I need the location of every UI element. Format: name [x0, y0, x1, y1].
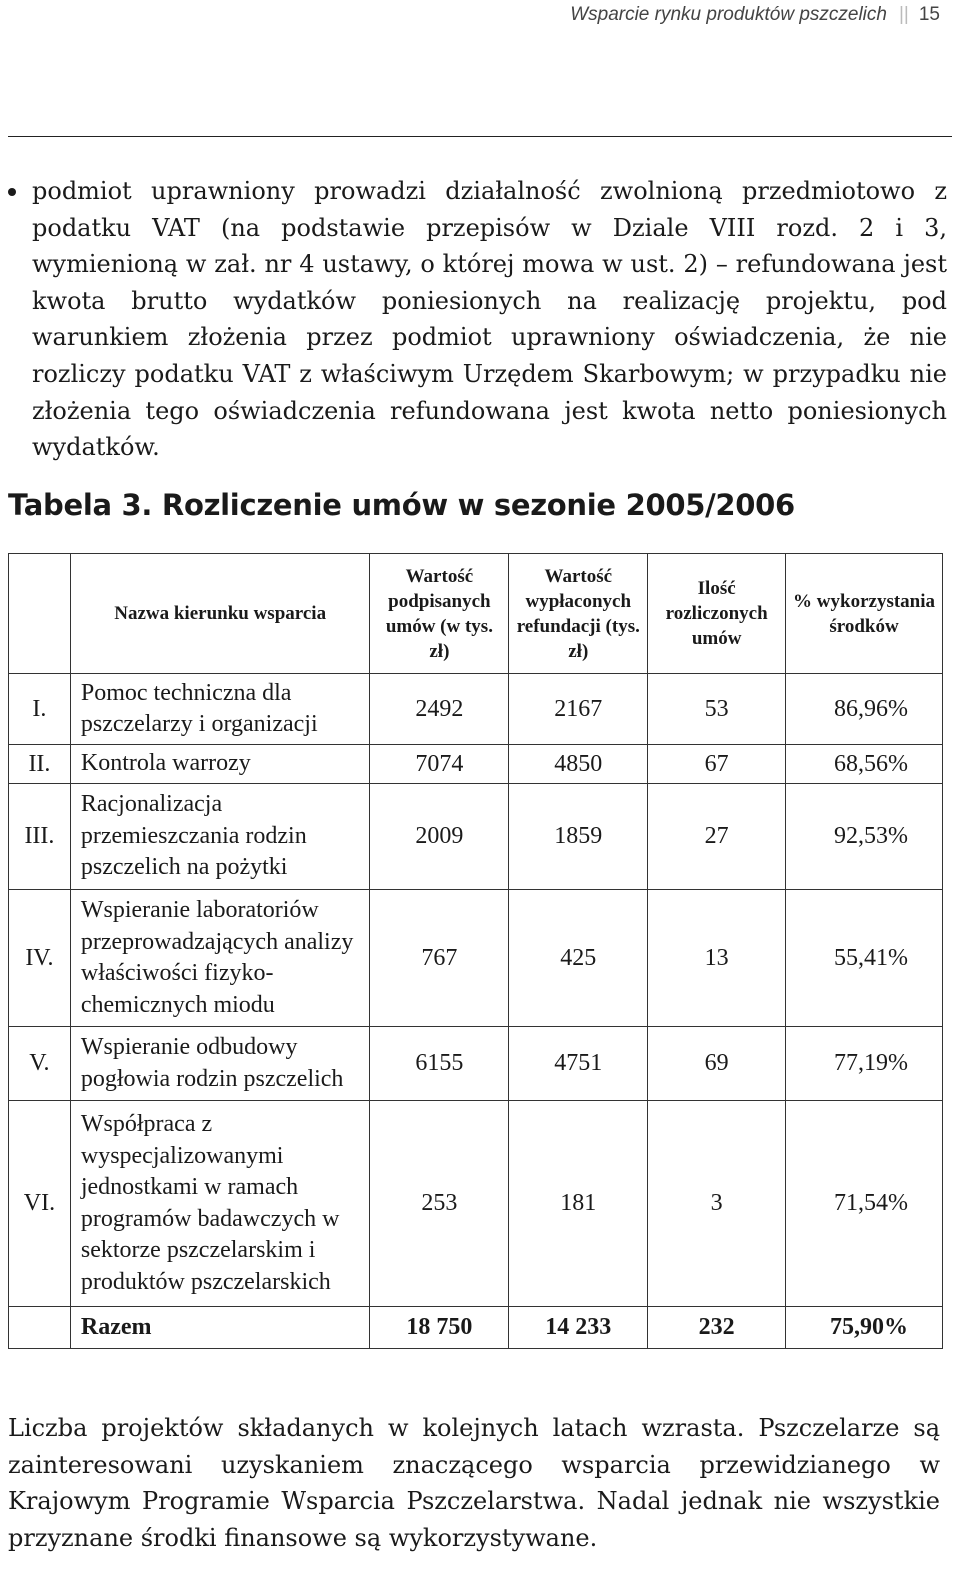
table-row: [9, 674, 943, 745]
row-lp: IV.: [9, 890, 71, 1027]
total-count: 232: [648, 1307, 786, 1349]
row-paid: 2167: [509, 674, 648, 745]
row-usage: 68,56%: [786, 745, 943, 784]
row-signed: 2009: [370, 784, 509, 890]
row-lp: I.: [9, 674, 71, 745]
header-count: Ilość rozliczonych umów: [648, 554, 786, 674]
row-usage: 55,41%: [786, 890, 943, 1027]
row-paid: 1859: [509, 784, 648, 890]
header-rule: [8, 136, 952, 137]
row-signed: 6155: [370, 1027, 509, 1101]
total-name: Razem: [70, 1307, 370, 1349]
row-usage: 77,19%: [786, 1027, 943, 1101]
header-paid: Wartość wypłaconych refundacji (tys. zł): [509, 554, 648, 674]
total-lp: [9, 1307, 71, 1349]
running-header-title: Wsparcie rynku produktów pszczelich: [570, 4, 887, 25]
row-usage: 71,54%: [786, 1101, 943, 1307]
row-signed: 2492: [370, 674, 509, 745]
bullet-point: [8, 188, 16, 196]
row-signed: 767: [370, 890, 509, 1027]
row-paid: 425: [509, 890, 648, 1027]
header-lp: [9, 554, 71, 674]
table-row: [9, 1101, 943, 1307]
row-name: Współpraca z wyspecjalizowanymi jednostkami w ramach programów badawczych w sektorze pszczelarskim i produktów pszczelarskich: [70, 1101, 370, 1307]
total-paid: 14 233: [509, 1307, 648, 1349]
row-name: Wspieranie laboratoriów przeprowadzających analizy właściwości fizyko-chemicznych miodu: [70, 890, 370, 1027]
row-count: 27: [648, 784, 786, 890]
closing-paragraph: Liczba projektów składanych w kolejnych latach wzrasta. Pszczelarze są zainteresowani uzyskaniem znaczącego wsparcia przewidzianego w Krajowym Programie Wsparcia Pszczelarstwa. Nadal jednak nie wszystkie przyznane środki finansowe są wykorzystywane.: [8, 1414, 940, 1552]
row-name: Racjonalizacja przemieszczania rodzin pszczelich na pożytki: [70, 784, 370, 890]
row-paid: 4751: [509, 1027, 648, 1101]
data-table: [8, 553, 943, 1349]
table-row: [9, 784, 943, 890]
table-caption: Tabela 3. Rozliczenie umów w sezonie 2005/2006: [8, 488, 795, 522]
row-name: Pomoc techniczna dla pszczelarzy i organizacji: [70, 674, 370, 745]
row-usage: 92,53%: [786, 784, 943, 890]
table-row: [9, 745, 943, 784]
table-header-row: [9, 554, 943, 674]
total-signed: 18 750: [370, 1307, 509, 1349]
table-row: [9, 1027, 943, 1101]
table-total-row: [9, 1307, 943, 1349]
row-usage: 86,96%: [786, 674, 943, 745]
running-header-separator: ||: [898, 4, 909, 25]
table-row: [9, 890, 943, 1027]
row-lp: II.: [9, 745, 71, 784]
header-name: Nazwa kierunku wsparcia: [70, 554, 370, 674]
row-name: Kontrola warrozy: [70, 745, 370, 784]
running-header: [570, 4, 940, 26]
row-count: 13: [648, 890, 786, 1027]
page-number: 15: [918, 4, 940, 25]
row-count: 53: [648, 674, 786, 745]
row-signed: 253: [370, 1101, 509, 1307]
row-lp: VI.: [9, 1101, 71, 1307]
row-lp: III.: [9, 784, 71, 890]
row-name: Wspieranie odbudowy pogłowia rodzin pszczelich: [70, 1027, 370, 1101]
row-count: 67: [648, 745, 786, 784]
row-count: 69: [648, 1027, 786, 1101]
header-signed: Wartość podpisanych umów (w tys. zł): [370, 554, 509, 674]
row-paid: 181: [509, 1101, 648, 1307]
row-signed: 7074: [370, 745, 509, 784]
row-paid: 4850: [509, 745, 648, 784]
total-usage: 75,90%: [786, 1307, 943, 1349]
header-usage: % wykorzystania środków: [786, 554, 943, 674]
row-count: 3: [648, 1101, 786, 1307]
bullet-paragraph: podmiot uprawniony prowadzi działalność zwolnioną przedmiotowo z podatku VAT (na podstawie przepisów w Dziale VIII rozd. 2 i 3, wymienioną w zał. nr 4 ustawy, o której mowa w ust. 2) – refundowana jest kwota brutto wydatków poniesionych na realizację projektu, pod warunkiem złożenia przez podmiot uprawniony oświadczenia, że nie rozliczy podatku VAT z właściwym Urzędem Skarbowym; w przypadku nie złożenia tego oświadczenia refundowana jest kwota netto poniesionych wydatków.: [32, 177, 947, 462]
row-lp: V.: [9, 1027, 71, 1101]
